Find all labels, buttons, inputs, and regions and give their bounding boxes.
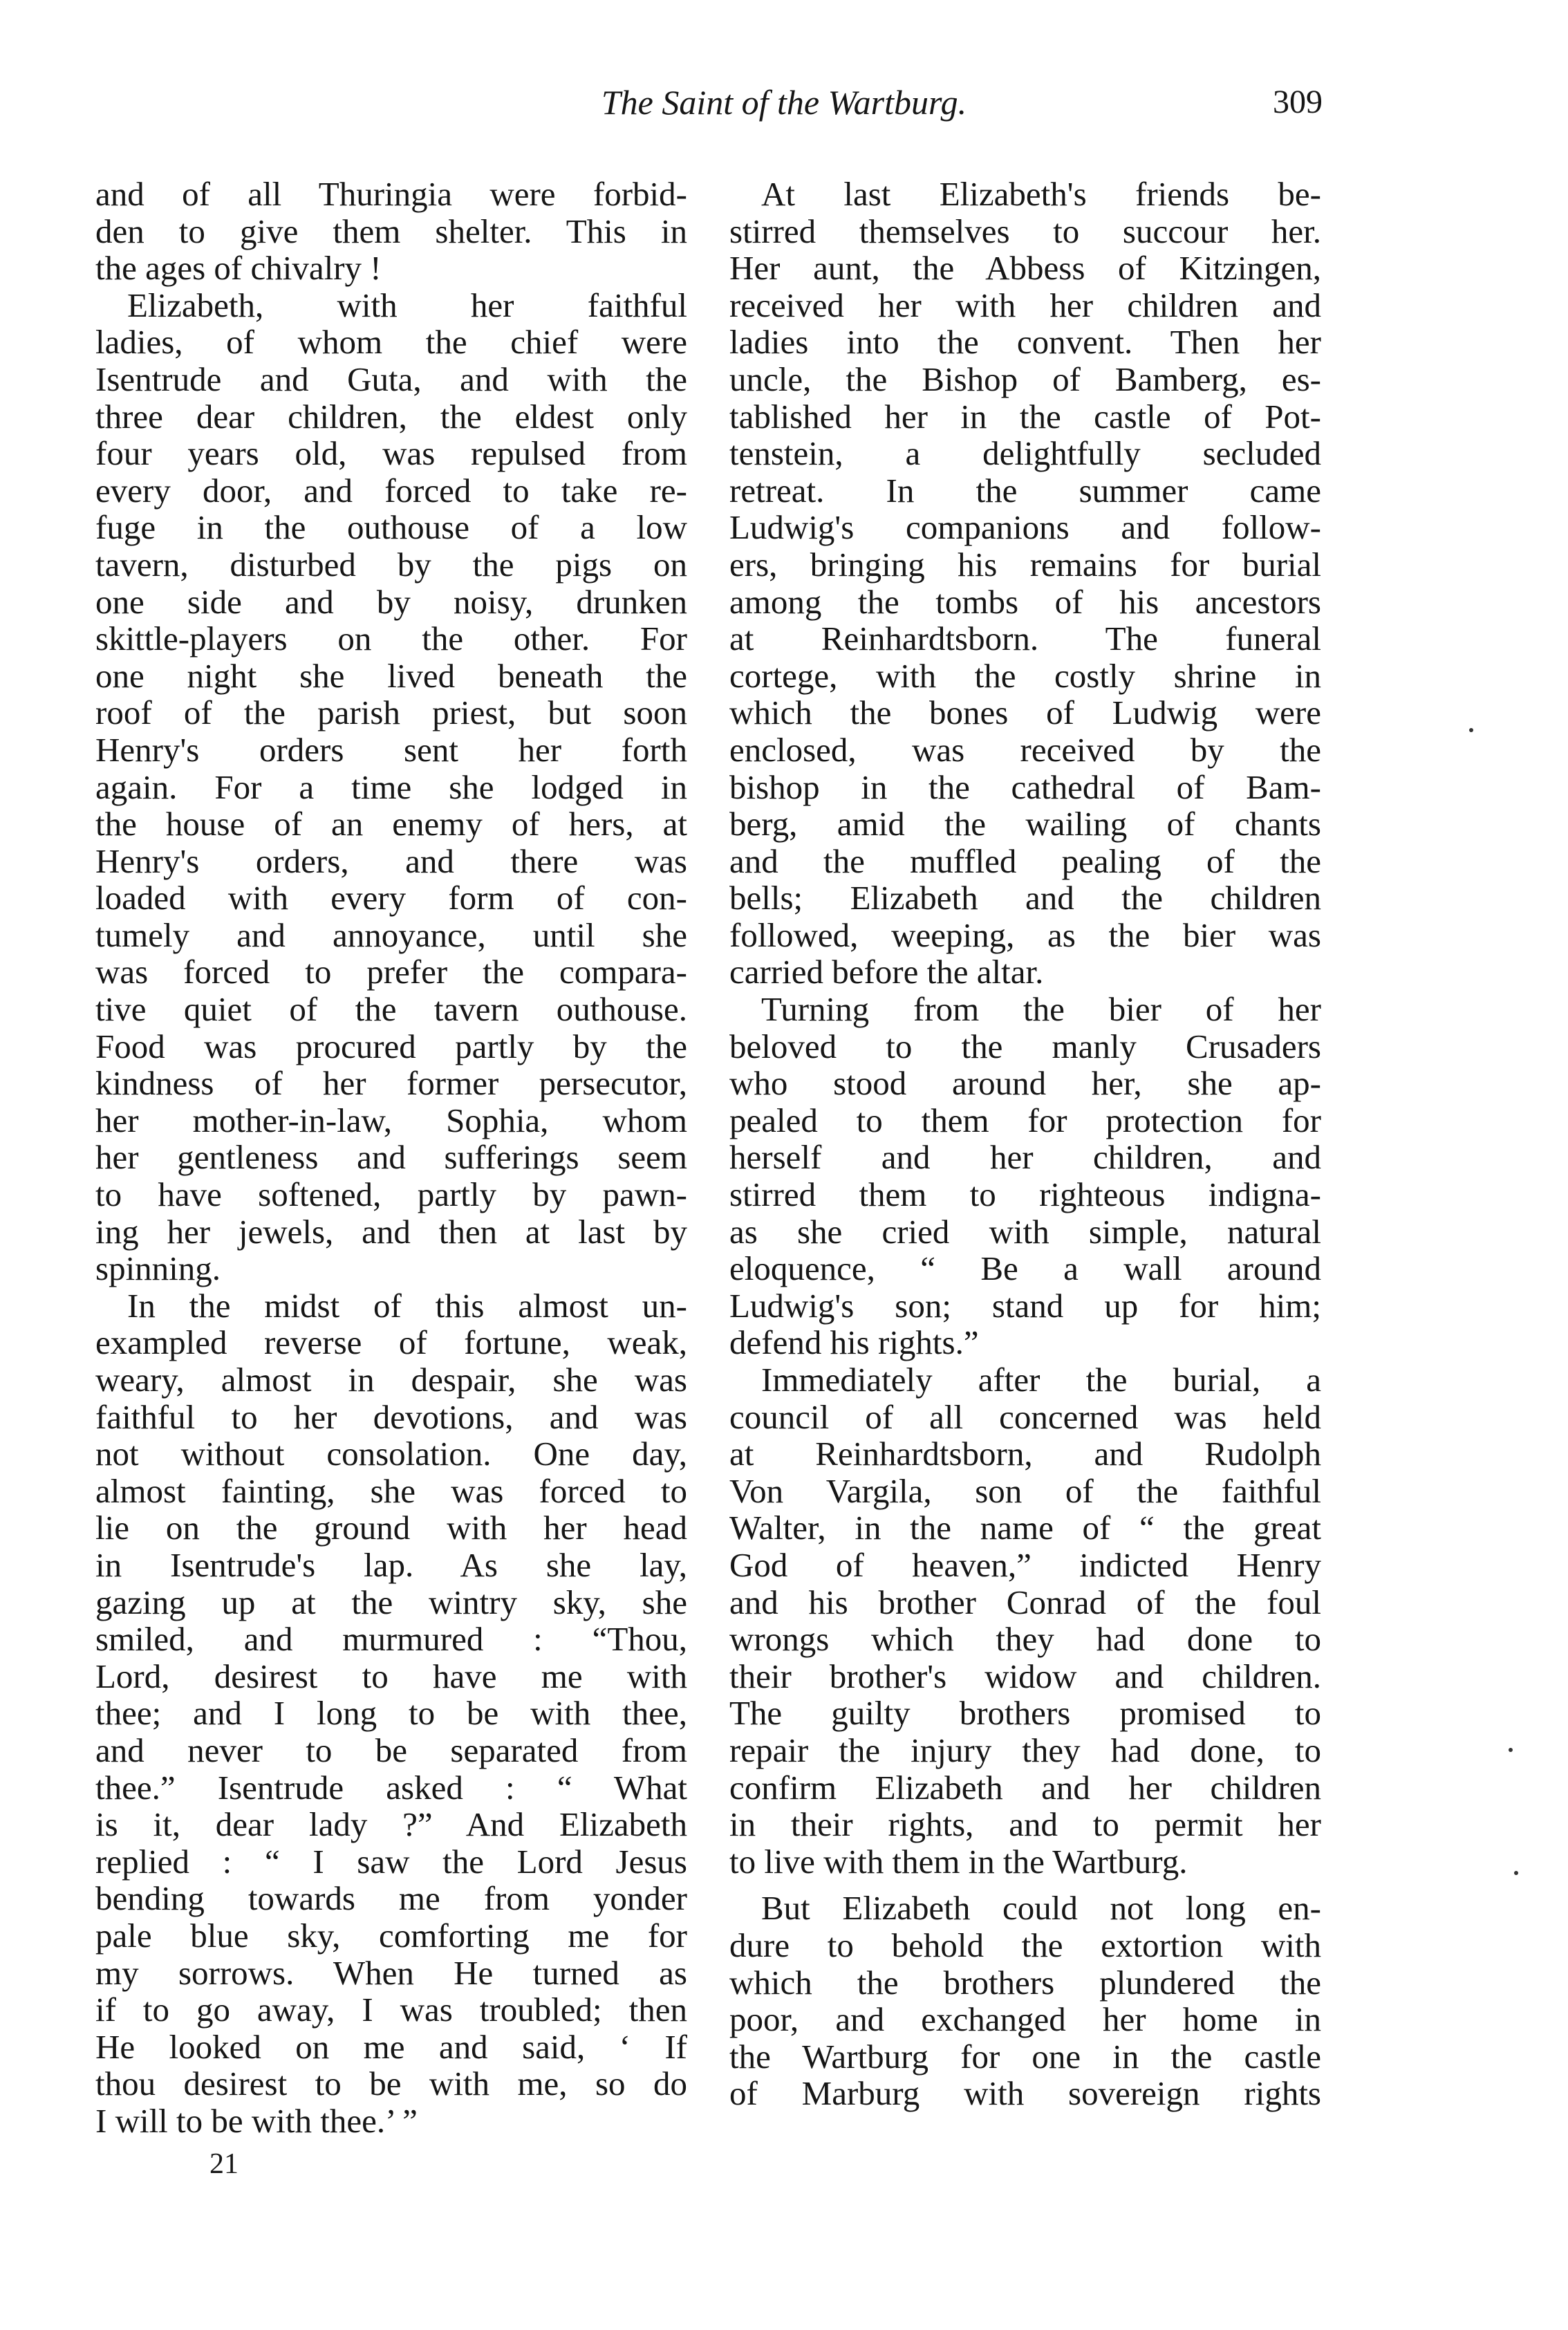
text-line: council of all concerned was held bbox=[729, 1397, 1321, 1436]
text-line: gazing up at the wintry sky, she bbox=[95, 1583, 687, 1621]
text-line: followed, weeping, as the bier was bbox=[729, 915, 1321, 954]
text-line: who stood around her, she ap- bbox=[729, 1064, 1321, 1103]
print-speck bbox=[1509, 1748, 1513, 1752]
text-line: tenstein, a delightfully secluded bbox=[729, 434, 1321, 473]
text-line: herself and her children, and bbox=[729, 1138, 1321, 1177]
text-line: Ludwig's son; stand up for him; bbox=[729, 1286, 1321, 1325]
text-line: weary, almost in despair, she was bbox=[95, 1361, 687, 1399]
page-number: 309 bbox=[1273, 84, 1323, 120]
text-line: bells; Elizabeth and the children bbox=[729, 879, 1321, 917]
text-line: stirred them to righteous indigna- bbox=[729, 1175, 1321, 1214]
text-line: Isentrude and Guta, and with the bbox=[95, 360, 687, 398]
text-line: Food was procured partly by the bbox=[95, 1027, 687, 1065]
text-line: was forced to prefer the compara- bbox=[95, 953, 687, 991]
text-line: He looked on me and said, ‘ If bbox=[95, 2027, 687, 2066]
text-line: if to go away, I was troubled; then bbox=[95, 1991, 687, 2029]
text-line: not without consolation. One day, bbox=[95, 1435, 687, 1473]
text-line: roof of the parish priest, but soon bbox=[95, 693, 687, 732]
text-line: Von Vargila, son of the faithful bbox=[729, 1471, 1321, 1510]
text-line: as she cried with simple, natural bbox=[729, 1212, 1321, 1251]
right-text-column bbox=[729, 176, 1321, 2112]
text-line: pealed to them for protection for bbox=[729, 1101, 1321, 1139]
text-line: loaded with every form of con- bbox=[95, 879, 687, 917]
text-line: and of all Thuringia were forbid- bbox=[95, 175, 687, 213]
text-line: pale blue sky, comforting me for bbox=[95, 1916, 687, 1955]
text-line: tavern, disturbed by the pigs on bbox=[95, 545, 687, 584]
text-line: exampled reverse of fortune, weak, bbox=[95, 1323, 687, 1362]
text-line: beloved to the manly Crusaders bbox=[729, 1027, 1321, 1065]
text-line: and his brother Conrad of the foul bbox=[729, 1583, 1321, 1621]
text-line: God of heaven,” indicted Henry bbox=[729, 1545, 1321, 1584]
text-line: Walter, in the name of “ the great bbox=[729, 1509, 1321, 1547]
text-line: ers, bringing his remains for burial bbox=[729, 545, 1321, 584]
text-line: Turning from the bier of her bbox=[761, 990, 1321, 1029]
text-line: ing her jewels, and then at last by bbox=[95, 1212, 687, 1251]
text-line: cortege, with the costly shrine in bbox=[729, 656, 1321, 695]
text-line: retreat. In the summer came bbox=[729, 471, 1321, 510]
text-line: Immediately after the burial, a bbox=[761, 1361, 1321, 1399]
text-line: and the muffled pealing of the bbox=[729, 841, 1321, 880]
text-line: faithful to her devotions, and was bbox=[95, 1397, 687, 1436]
text-line: smiled, and murmured : “Thou, bbox=[95, 1620, 687, 1659]
text-line: But Elizabeth could not long en- bbox=[761, 1889, 1321, 1928]
text-line: one side and by noisy, drunken bbox=[95, 582, 687, 621]
text-line: lie on the ground with her head bbox=[95, 1509, 687, 1547]
text-line: at Reinhardtsborn. The funeral bbox=[729, 619, 1321, 658]
text-line: Elizabeth, with her faithful bbox=[127, 286, 687, 324]
text-line: replied : “ I saw the Lord Jesus bbox=[95, 1842, 687, 1881]
text-line: to have softened, partly by pawn- bbox=[95, 1175, 687, 1214]
text-line: defend his rights.” bbox=[729, 1323, 979, 1362]
text-line: received her with her children and bbox=[729, 286, 1321, 324]
text-line: which the brothers plundered the bbox=[729, 1963, 1321, 2002]
text-line: among the tombs of his ancestors bbox=[729, 582, 1321, 621]
text-line: tive quiet of the tavern outhouse. bbox=[95, 990, 687, 1029]
text-line: my sorrows. When He turned as bbox=[95, 1953, 687, 1992]
text-line: thee; and I long to be with thee, bbox=[95, 1694, 687, 1733]
text-line: and never to be separated from bbox=[95, 1731, 687, 1769]
text-line: their brother's widow and children. bbox=[729, 1657, 1321, 1695]
text-line: enclosed, was received by the bbox=[729, 730, 1321, 769]
text-line: confirm Elizabeth and her children bbox=[729, 1768, 1321, 1807]
text-line: of Marburg with sovereign rights bbox=[729, 2074, 1321, 2113]
text-line: den to give them shelter. This in bbox=[95, 212, 687, 250]
text-line: which the bones of Ludwig were bbox=[729, 693, 1321, 732]
text-line: the ages of chivalry ! bbox=[95, 249, 382, 288]
text-line: spinning. bbox=[95, 1249, 221, 1288]
text-line: kindness of her former persecutor, bbox=[95, 1064, 687, 1103]
text-line: berg, amid the wailing of chants bbox=[729, 805, 1321, 844]
text-line: in Isentrude's lap. As she lay, bbox=[95, 1545, 687, 1584]
printer-signature-mark: 21 bbox=[209, 2148, 239, 2180]
text-line: bending towards me from yonder bbox=[95, 1879, 687, 1918]
text-line: At last Elizabeth's friends be- bbox=[761, 175, 1321, 213]
text-line: her mother-in-law, Sophia, whom bbox=[95, 1101, 687, 1139]
text-line: ladies into the convent. Then her bbox=[729, 323, 1321, 362]
text-line: eloquence, “ Be a wall around bbox=[729, 1249, 1321, 1288]
text-line: fuge in the outhouse of a low bbox=[95, 508, 687, 547]
text-line: at Reinhardtsborn, and Rudolph bbox=[729, 1435, 1321, 1473]
text-line: one night she lived beneath the bbox=[95, 656, 687, 695]
text-line: is it, dear lady ?” And Elizabeth bbox=[95, 1805, 687, 1844]
text-line: dure to behold the extortion with bbox=[729, 1926, 1321, 1964]
text-line: skittle-players on the other. For bbox=[95, 619, 687, 658]
text-line: poor, and exchanged her home in bbox=[729, 2000, 1321, 2039]
left-text-column bbox=[95, 176, 687, 2139]
text-line: again. For a time she lodged in bbox=[95, 767, 687, 806]
text-line: her gentleness and sufferings seem bbox=[95, 1138, 687, 1177]
text-line: thou desirest to be with me, so do bbox=[95, 2065, 687, 2103]
text-line: ladies, of whom the chief were bbox=[95, 323, 687, 362]
text-line: uncle, the Bishop of Bamberg, es- bbox=[729, 360, 1321, 398]
text-line: carried before the altar. bbox=[729, 953, 1044, 991]
text-line: every door, and forced to take re- bbox=[95, 471, 687, 510]
text-line: the Wartburg for one in the castle bbox=[729, 2037, 1321, 2076]
text-line: In the midst of this almost un- bbox=[127, 1286, 687, 1325]
text-line: to live with them in the Wartburg. bbox=[729, 1842, 1188, 1881]
text-line: Ludwig's companions and follow- bbox=[729, 508, 1321, 547]
text-line: Henry's orders, and there was bbox=[95, 841, 687, 880]
text-line: in their rights, and to permit her bbox=[729, 1805, 1321, 1844]
text-line: wrongs which they had done to bbox=[729, 1620, 1321, 1659]
text-line: almost fainting, she was forced to bbox=[95, 1471, 687, 1510]
text-line: stirred themselves to succour her. bbox=[729, 212, 1321, 250]
text-line: Henry's orders sent her forth bbox=[95, 730, 687, 769]
print-speck bbox=[1469, 728, 1473, 732]
text-line: tablished her in the castle of Pot- bbox=[729, 397, 1321, 436]
text-line: The guilty brothers promised to bbox=[729, 1694, 1321, 1733]
text-line: Her aunt, the Abbess of Kitzingen, bbox=[729, 249, 1321, 288]
text-line: I will to be with thee.’ ” bbox=[95, 2101, 418, 2140]
running-title: The Saint of the Wartburg. bbox=[601, 83, 967, 122]
text-line: four years old, was repulsed from bbox=[95, 434, 687, 473]
text-line: three dear children, the eldest only bbox=[95, 397, 687, 436]
text-line: tumely and annoyance, until she bbox=[95, 915, 687, 954]
text-line: thee.” Isentrude asked : “ What bbox=[95, 1768, 687, 1807]
text-line: repair the injury they had done, to bbox=[729, 1731, 1321, 1769]
text-line: bishop in the cathedral of Bam- bbox=[729, 767, 1321, 806]
text-line: Lord, desirest to have me with bbox=[95, 1657, 687, 1695]
text-line: the house of an enemy of hers, at bbox=[95, 805, 687, 844]
print-speck bbox=[1514, 1871, 1518, 1875]
